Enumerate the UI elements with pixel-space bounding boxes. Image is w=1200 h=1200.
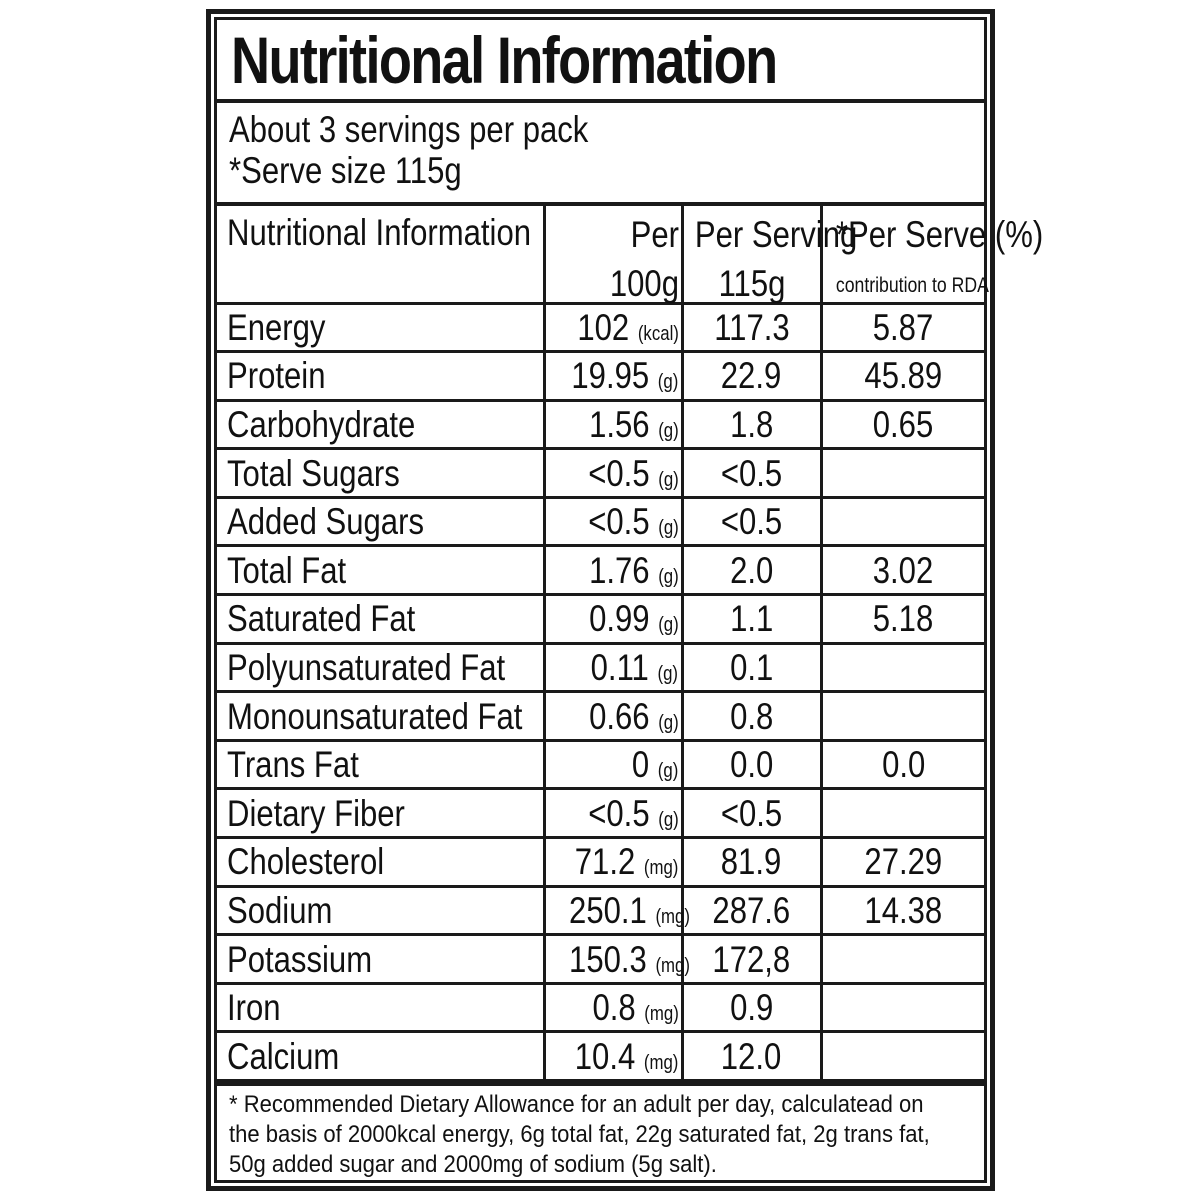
unit-label: (mg) bbox=[643, 1003, 679, 1026]
table-row bbox=[217, 740, 984, 789]
nutrition-label bbox=[206, 9, 1043, 1191]
table-row bbox=[217, 935, 984, 984]
table-row bbox=[217, 303, 984, 352]
per-serving-value: 0.9 bbox=[682, 983, 821, 1032]
table-row bbox=[217, 400, 984, 449]
unit-label: (g) bbox=[657, 808, 679, 831]
rda-percent-value bbox=[821, 449, 984, 498]
nutrient-name: Polyunsaturated Fat bbox=[217, 643, 544, 692]
per-100g-value: 19.95 (g) bbox=[544, 352, 682, 401]
nutrient-name: Energy bbox=[217, 303, 544, 352]
rda-percent-value: 27.29 bbox=[821, 838, 984, 887]
rda-percent-value bbox=[821, 983, 984, 1032]
footnote-line: 50g added sugar and 2000mg of sodium (5g salt). bbox=[229, 1151, 717, 1178]
header-per-100g: Per 100g bbox=[544, 206, 682, 304]
unit-label: (mg) bbox=[643, 857, 679, 880]
unit-label: (g) bbox=[657, 614, 679, 637]
nutrient-name: Total Fat bbox=[217, 546, 544, 595]
per-serving-value: 0.8 bbox=[682, 692, 821, 741]
footnote-line: the basis of 2000kcal energy, 6g total fat, 22g saturated fat, 2g trans fat, bbox=[229, 1121, 930, 1148]
per-100g-value: 1.56 (g) bbox=[544, 400, 682, 449]
per-serving-value: 1.1 bbox=[682, 595, 821, 644]
rda-percent-value bbox=[821, 692, 984, 741]
nutrition-label-inner bbox=[214, 17, 1043, 1183]
nutrient-name: Carbohydrate bbox=[217, 400, 544, 449]
serve-size: *Serve size 115g bbox=[229, 150, 462, 191]
per-100g-value: <0.5 (g) bbox=[544, 497, 682, 546]
per-serving-value: 287.6 bbox=[682, 886, 821, 935]
nutrient-name: Potassium bbox=[217, 935, 544, 984]
unit-label: (g) bbox=[657, 760, 679, 783]
rda-percent-value bbox=[821, 497, 984, 546]
nutrient-name: Cholesterol bbox=[217, 838, 544, 887]
nutrient-name: Total Sugars bbox=[217, 449, 544, 498]
unit-label: (g) bbox=[657, 419, 679, 442]
table-row bbox=[217, 643, 984, 692]
per-100g-value: 250.1 (mg) bbox=[544, 886, 682, 935]
per-serving-value: 0.1 bbox=[682, 643, 821, 692]
servings-info bbox=[217, 103, 984, 206]
page-title: Nutritional Information bbox=[231, 22, 777, 97]
rda-percent-value bbox=[821, 789, 984, 838]
unit-label: (g) bbox=[657, 662, 679, 685]
per-serving-value: <0.5 bbox=[682, 449, 821, 498]
nutrient-name: Sodium bbox=[217, 886, 544, 935]
per-100g-value: 0 (g) bbox=[544, 740, 682, 789]
per-serving-value: 117.3 bbox=[682, 303, 821, 352]
per-100g-value: 71.2 (mg) bbox=[544, 838, 682, 887]
per-100g-value: 0.66 (g) bbox=[544, 692, 682, 741]
per-100g-value: 10.4 (mg) bbox=[544, 1032, 682, 1081]
nutrient-name: Added Sugars bbox=[217, 497, 544, 546]
header-per-serve-rda: *Per Serve (%) contribution to RDA bbox=[821, 206, 984, 304]
nutrient-name: Saturated Fat bbox=[217, 595, 544, 644]
nutrient-name: Iron bbox=[217, 983, 544, 1032]
header-nutrient: Nutritional Information bbox=[217, 206, 544, 304]
per-serving-value: 0.0 bbox=[682, 740, 821, 789]
unit-label: (g) bbox=[657, 565, 679, 588]
per-serving-value: 1.8 bbox=[682, 400, 821, 449]
per-100g-value: 0.8 (mg) bbox=[544, 983, 682, 1032]
rda-percent-value: 0.65 bbox=[821, 400, 984, 449]
table-row bbox=[217, 886, 984, 935]
per-serving-value: <0.5 bbox=[682, 497, 821, 546]
unit-label: (mg) bbox=[643, 1051, 679, 1074]
table-row bbox=[217, 789, 984, 838]
per-serving-value: 172,8 bbox=[682, 935, 821, 984]
table-row bbox=[217, 546, 984, 595]
unit-label: (kcal) bbox=[637, 322, 679, 345]
per-100g-value: <0.5 (g) bbox=[544, 449, 682, 498]
footnote bbox=[217, 1082, 984, 1180]
servings-per-pack: About 3 servings per pack bbox=[229, 109, 589, 150]
rda-percent-value bbox=[821, 1032, 984, 1081]
rda-percent-value bbox=[821, 643, 984, 692]
nutrient-name: Dietary Fiber bbox=[217, 789, 544, 838]
per-100g-value: 102 (kcal) bbox=[544, 303, 682, 352]
rda-percent-value: 0.0 bbox=[821, 740, 984, 789]
unit-label: (g) bbox=[657, 711, 679, 734]
unit-label: (g) bbox=[657, 468, 679, 491]
unit-label: (mg) bbox=[654, 905, 690, 928]
nutrient-name: Calcium bbox=[217, 1032, 544, 1081]
table-row bbox=[217, 692, 984, 741]
unit-label: (g) bbox=[657, 371, 679, 394]
table-row bbox=[217, 983, 984, 1032]
per-100g-value: 1.76 (g) bbox=[544, 546, 682, 595]
per-100g-value: 0.11 (g) bbox=[544, 643, 682, 692]
per-serving-value: <0.5 bbox=[682, 789, 821, 838]
per-100g-value: 150.3 (mg) bbox=[544, 935, 682, 984]
per-serving-value: 2.0 bbox=[682, 546, 821, 595]
rda-percent-value: 45.89 bbox=[821, 352, 984, 401]
rda-percent-value: 5.18 bbox=[821, 595, 984, 644]
unit-label: (mg) bbox=[654, 954, 690, 977]
rda-percent-value: 14.38 bbox=[821, 886, 984, 935]
table-row bbox=[217, 449, 984, 498]
table-header-row bbox=[217, 206, 984, 304]
rda-percent-value: 5.87 bbox=[821, 303, 984, 352]
per-100g-value: <0.5 (g) bbox=[544, 789, 682, 838]
title-box bbox=[217, 20, 984, 103]
table-row bbox=[217, 497, 984, 546]
table-row bbox=[217, 838, 984, 887]
per-serving-value: 81.9 bbox=[682, 838, 821, 887]
table-row bbox=[217, 1032, 984, 1081]
per-serving-value: 22.9 bbox=[682, 352, 821, 401]
unit-label: (g) bbox=[657, 517, 679, 540]
nutrient-name: Protein bbox=[217, 352, 544, 401]
header-per-serving: Per Serving 115g bbox=[682, 206, 821, 304]
footnote-line: * Recommended Dietary Allowance for an adult per day, calculatead on bbox=[229, 1091, 924, 1118]
rda-percent-value: 3.02 bbox=[821, 546, 984, 595]
nutrition-table bbox=[217, 206, 1043, 1083]
per-100g-value: 0.99 (g) bbox=[544, 595, 682, 644]
rda-percent-value bbox=[821, 935, 984, 984]
table-row bbox=[217, 352, 984, 401]
per-serving-value: 12.0 bbox=[682, 1032, 821, 1081]
nutrient-name: Monounsaturated Fat bbox=[217, 692, 544, 741]
nutrient-name: Trans Fat bbox=[217, 740, 544, 789]
table-row bbox=[217, 595, 984, 644]
